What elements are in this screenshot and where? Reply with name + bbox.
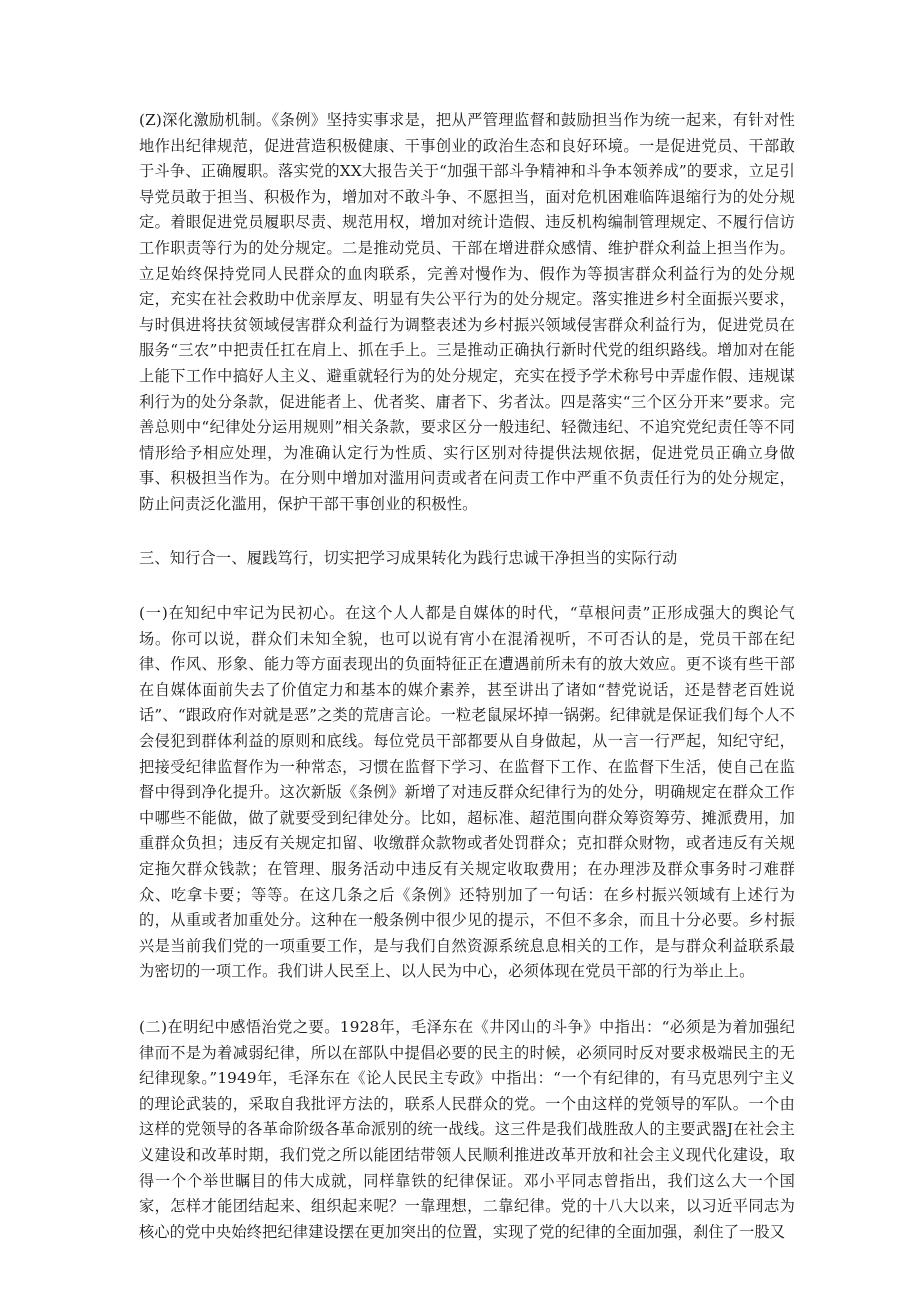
document-page xyxy=(139,108,795,1245)
paragraph-spacer xyxy=(139,518,795,546)
section-heading-three: 三、知行合一、履践笃行，切实把学习成果转化为践行忠诚干净担当的实际行动 xyxy=(139,548,678,567)
paragraph-spacer xyxy=(139,985,795,1015)
paragraph-understand-discipline: (二)在明纪中感悟治党之要。1928年，毛泽东在《井冈山的斗争》中指出：“必须是为着加强纪律而不是为着减弱纪律，所以在部队中提倡必要的民主的时候，必须同时反对要求极端民主的无纪律现象。”1949年，毛泽东在《论人民民主专政》中指出：“一个有纪律的，有马克思列宁主义的理论武装的，采取自我批评方法的，联系人民群众的党。一个由这样的党领导的军队。一个由这样的党领导的各革命阶级各革命派别的统一战线。这三件是我们战胜敌人的主要武器J在社会主义建设和改革时期，我们党之所以能团结带领人民顺利推进改革开放和社会主义现代化建设，取得一个个举世瞩目的伟大成就，同样靠铁的纪律保证。邓小平同志曾指出，我们这么大一个国家，怎样才能团结起来、组织起来呢？一靠理想，二靠纪律。党的十八大以来，以习近平同志为核心的党中央始终把纪律建设摆在更加突出的位置，实现了党的纪律的全面加强，刹住了一股又 xyxy=(139,1018,795,1241)
paragraph-spacer xyxy=(139,571,795,601)
paragraph-know-discipline: (一)在知纪中牢记为民初心。在这个人人都是自媒体的时代，“草根问责”正形成强大的舆论气场。你可以说，群众们未知全貌，也可以说有宵小在混淆视听，不可否认的是，党员干部在纪律、作风、形象、能力等方面表现出的负面特征正在遭遇前所未有的放大效应。更不谈有些干部在自媒体面前失去了价值定力和基本的媒介素养，甚至讲出了诸如“替党说话，还是替老百姓说话”、“跟政府作对就是恶”之类的荒唐言论。一粒老鼠屎坏掉一锅粥。纪律就是保证我们每个人不会侵犯到群体利益的原则和底线。每位党员干部都要从自身做起，从一言一行严起，知纪守纪，把接受纪律监督作为一种常态，习惯在监督下学习、在监督下工作、在监督下生活，使自己在监督中得到净化提升。这次新版《条例》新增了对违反群众纪律行为的处分，明确规定在群众工作中哪些不能做，做了就要受到纪律处分。比如，超标准、超范围向群众筹资筹劳、摊派费用，加重群众负担；违反有关规定扣留、收缴群众款物或者处罚群众；克扣群众财物，或者违反有关规定拖欠群众钱款；在管理、服务活动中违反有关规定收取费用；在办理涉及群众事务时刁难群众、吃拿卡要；等等。在这几条之后《条例》还特别加了一句话：在乡村振兴领域有上述行为的，从重或者加重处分。这种在一般条例中很少见的提示，不但不多余，而且十分必要。乡村振兴是当前我们党的一项重要工作，是与我们自然资源系统息息相关的工作，是与群众利益联系最为密切的一项工作。我们讲人民至上、以人民为中心，必须体现在党员干部的行为举止上。 xyxy=(139,604,795,981)
paragraph-incentive-mechanism: (Z)深化激励机制。《条例》坚持实事求是，把从严管理监督和鼓励担当作为统一起来，有针对性地作出纪律规范，促进营造积极健康、干事创业的政治生态和良好环境。一是促进党员、干部敢于斗争、正确履职。落实党的XX大报告关于“加强干部斗争精神和斗争本领养成”的要求，立足引导党员敢于担当、积极作为，增加对不敢斗争、不愿担当，面对危机困难临阵退缩行为的处分规定。着眼促进党员履职尽责、规范用权，增加对统计造假、违反机构编制管理规定、不履行信访工作职责等行为的处分规定。二是推动党员、干部在增进群众感情、维护群众利益上担当作为。立足始终保持党同人民群众的血肉联系，完善对慢作为、假作为等损害群众利益行为的处分规定，充实在社会救助中优亲厚友、明显有失公平行为的处分规定。落实推进乡村全面振兴要求，与时俱进将扶贫领域侵害群众利益行为调整表述为乡村振兴领域侵害群众利益行为，促进党员在服务“三农”中把责任扛在肩上、抓在手上。三是推动正确执行新时代党的组织路线。增加对在能上能下工作中搞好人主义、避重就轻行为的处分规定，充实在授予学术称号中弄虚作假、违规谋利行为的处分条款，促进能者上、优者奖、庸者下、劣者汰。四是落实“三个区分开来”要求。完善总则中“纪律处分运用规则”相关条款，要求区分一般违纪、轻微违纪、不追究党纪责任等不同情形给予相应处理，为准确认定行为性质、实行区别对待提供法规依据，促进党员正确立身做事、积极担当作为。在分则中增加对滥用问责或者在问责工作中严重不负责任行为的处分规定，防止问责泛化滥用，保护干部干事创业的积极性。 xyxy=(139,111,795,513)
